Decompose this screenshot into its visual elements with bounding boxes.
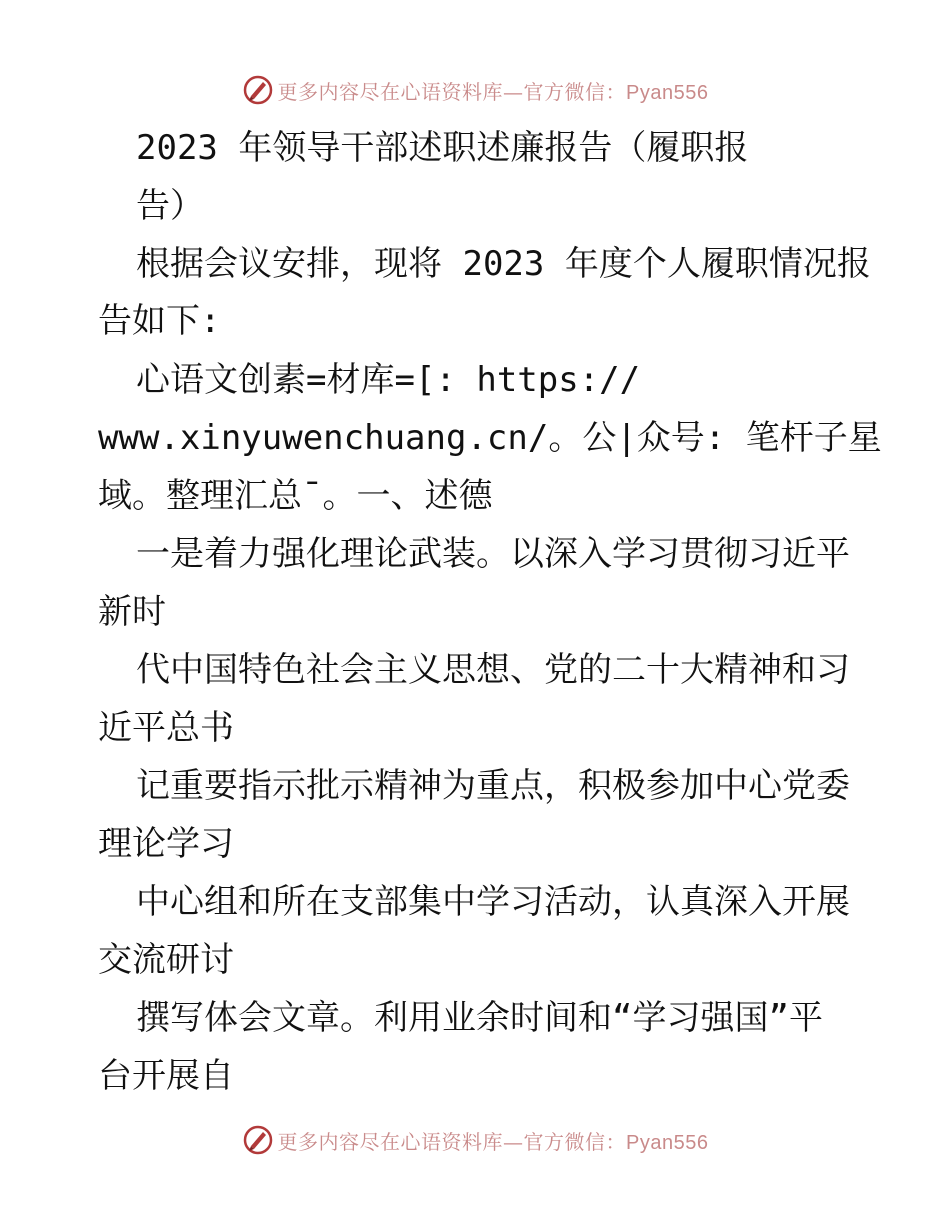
paragraph-line: 一是着力强化理论武装。以深入学习贯彻习近平	[136, 534, 850, 574]
paragraph-line: 中心组和所在支部集中学习活动，认真深入开展	[136, 882, 850, 922]
header-banner-inner	[242, 74, 709, 106]
paragraph-line: 撰写体会文章。利用业余时间和“学习强国”平	[136, 998, 823, 1038]
paragraph-line: 台开展自	[98, 1056, 234, 1096]
banner-slogan: 更多内容尽在心语资料库	[277, 1129, 504, 1154]
banner-official-label: 官方微信：	[523, 79, 627, 104]
paragraph-line: 域。整理汇总¯。一、述德	[98, 476, 493, 516]
pen-logo-icon	[242, 74, 274, 106]
banner-wechat-id: Pyan556	[626, 1131, 709, 1154]
footer-banner	[0, 1120, 950, 1160]
banner-wechat-id: Pyan556	[626, 81, 709, 104]
document-title-line-2: 告）	[136, 186, 204, 226]
banner-dash: —	[503, 79, 524, 104]
header-banner-text	[278, 76, 709, 105]
document-title-line-1: 2023 年领导干部述职述廉报告（履职报	[136, 128, 749, 168]
paragraph-line: 根据会议安排，现将 2023 年度个人履职情况报	[136, 244, 871, 284]
paragraph-line: 代中国特色社会主义思想、党的二十大精神和习	[136, 650, 850, 690]
banner-official-label: 官方微信：	[523, 1129, 627, 1154]
paragraph-line: 近平总书	[98, 708, 234, 748]
paragraph-line: 新时	[98, 592, 166, 632]
paragraph-line: 理论学习	[98, 824, 234, 864]
paragraph-line: 交流研讨	[98, 940, 234, 980]
footer-banner-inner	[242, 1124, 709, 1156]
header-banner	[0, 70, 950, 110]
banner-dash: —	[503, 1129, 524, 1154]
paragraph-line: 记重要指示批示精神为重点，积极参加中心党委	[136, 766, 850, 806]
paragraph-line: www.xinyuwenchuang.cn/。公|众号: 笔杆子星	[98, 418, 882, 458]
paragraph-line: 告如下:	[98, 301, 221, 341]
paragraph-line: 心语文创素=材库=[: https://	[136, 360, 641, 400]
banner-slogan: 更多内容尽在心语资料库	[277, 79, 504, 104]
pen-logo-icon	[242, 1124, 274, 1156]
footer-banner-text	[278, 1126, 709, 1155]
